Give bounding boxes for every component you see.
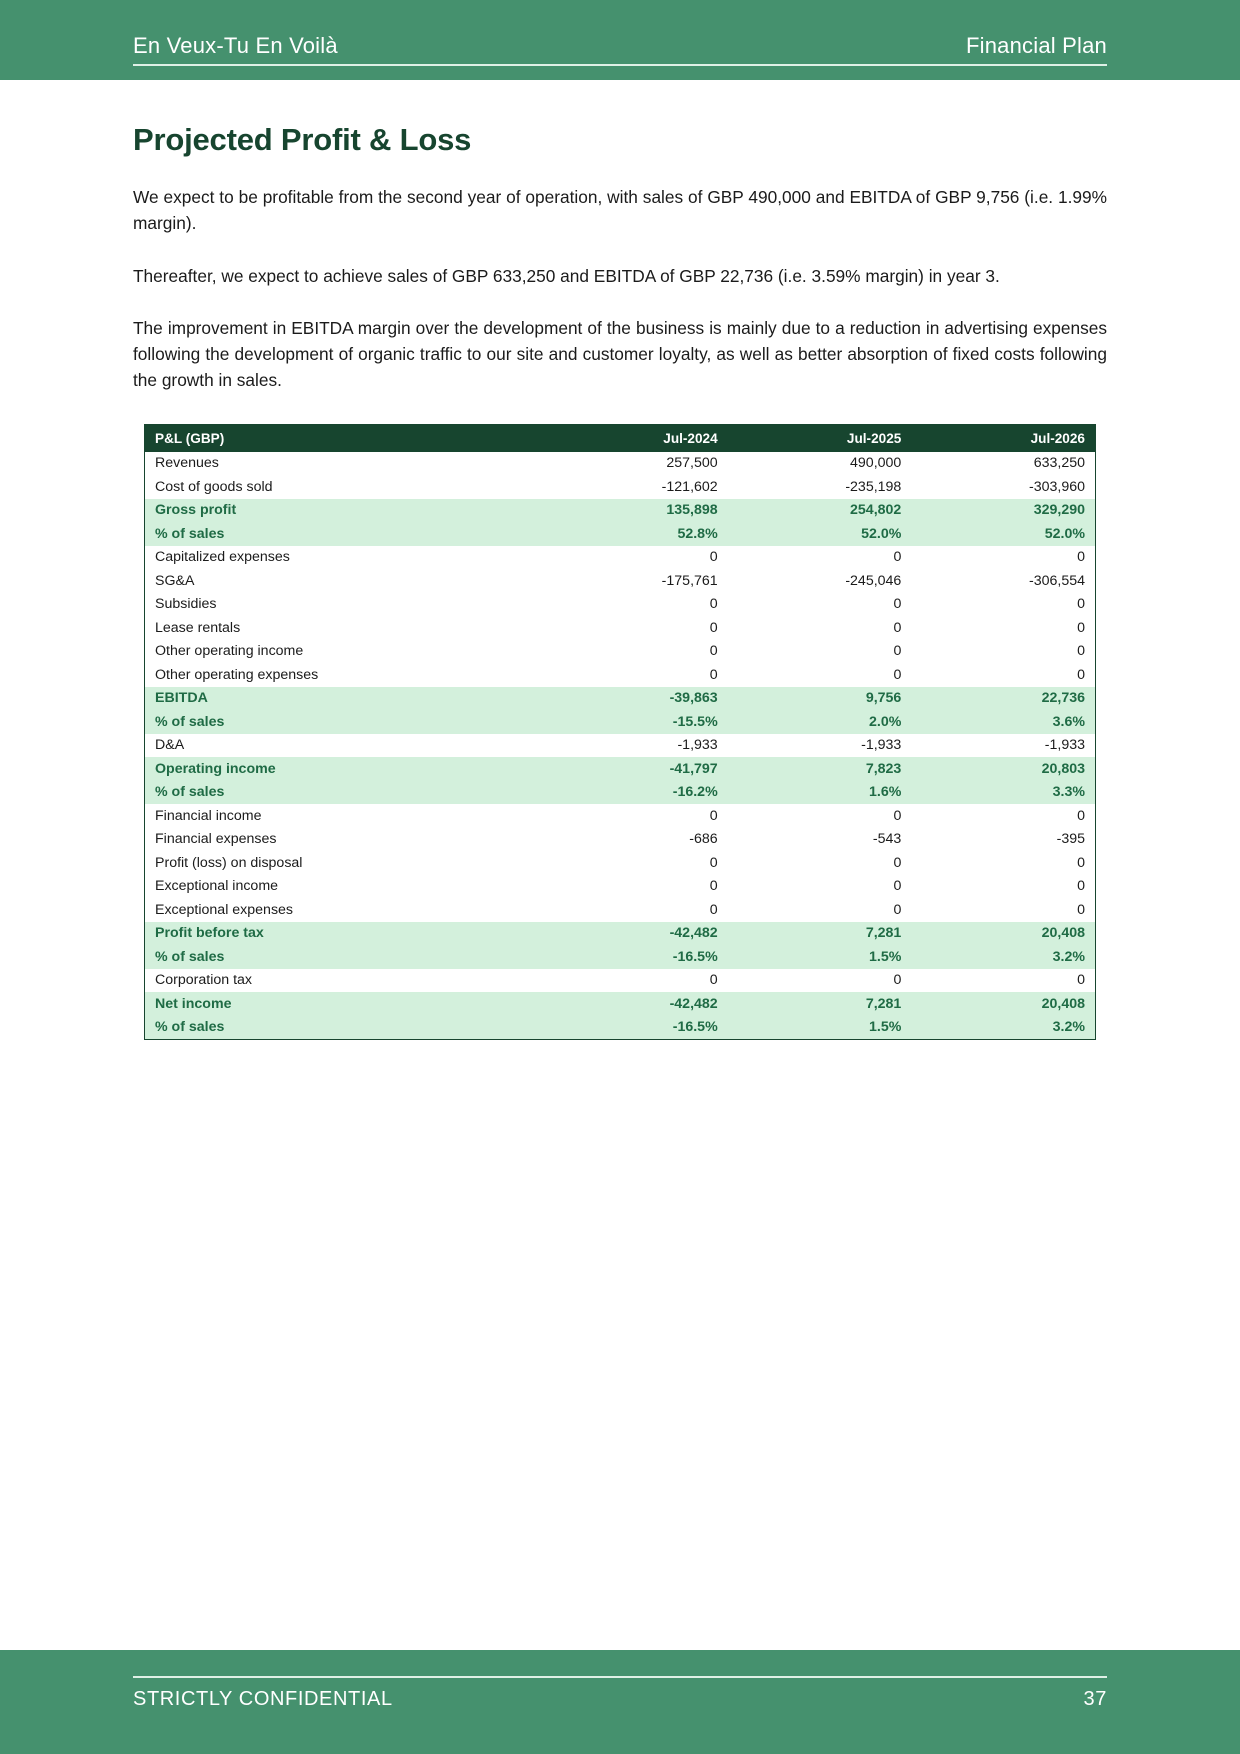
row-value-col-2: 1.5% xyxy=(728,945,912,969)
row-label: D&A xyxy=(155,737,185,754)
table-row xyxy=(145,781,1095,805)
page-header xyxy=(0,0,1240,80)
table-row xyxy=(145,546,1095,570)
table-row xyxy=(145,522,1095,546)
row-label: Subsidies xyxy=(155,596,217,613)
table-header-row xyxy=(145,425,1095,452)
page-footer xyxy=(0,1650,1240,1754)
column-header-label: P&L (GBP) xyxy=(145,425,544,452)
row-value-col-2: 0 xyxy=(893,807,902,824)
table-row xyxy=(145,616,1095,640)
row-label: Revenues xyxy=(155,455,219,472)
table-row xyxy=(145,1016,1095,1040)
row-value-col-2: 490,000 xyxy=(850,455,902,472)
row-value-col-1: 0 xyxy=(709,596,718,613)
row-value-col-1: 135,898 xyxy=(544,499,728,523)
table-row xyxy=(145,499,1095,523)
row-label: % of sales xyxy=(145,710,544,734)
row-value-col-3: 0 xyxy=(1077,619,1085,636)
row-label: Profit (loss) on disposal xyxy=(155,854,303,871)
footer-inner xyxy=(133,1676,1107,1711)
row-value-col-2: -543 xyxy=(872,831,902,848)
row-value-col-2: 52.0% xyxy=(728,522,912,546)
row-value-col-1: 52.8% xyxy=(544,522,728,546)
row-label: Corporation tax xyxy=(155,972,252,989)
column-header-jul-2026: Jul-2026 xyxy=(911,425,1095,452)
row-value-col-2: 7,281 xyxy=(728,992,912,1016)
row-value-col-3: 20,408 xyxy=(911,992,1095,1016)
table-row xyxy=(145,663,1095,687)
row-value-col-2: -245,046 xyxy=(845,572,902,589)
row-value-col-2: 0 xyxy=(893,666,902,683)
row-value-col-3: 20,803 xyxy=(911,757,1095,781)
row-label: Other operating income xyxy=(155,643,304,660)
row-label: Net income xyxy=(145,992,544,1016)
table-row xyxy=(145,992,1095,1016)
row-value-col-2: 0 xyxy=(893,643,902,660)
row-value-col-3: 633,250 xyxy=(1033,455,1085,472)
row-value-col-3: 52.0% xyxy=(911,522,1095,546)
row-value-col-1: -42,482 xyxy=(544,992,728,1016)
row-value-col-1: -686 xyxy=(689,831,718,848)
header-inner xyxy=(133,34,1107,66)
row-label: Profit before tax xyxy=(145,922,544,946)
row-value-col-3: 329,290 xyxy=(911,499,1095,523)
table-row xyxy=(145,452,1095,476)
row-label: Financial income xyxy=(155,807,262,824)
row-value-col-3: 0 xyxy=(1077,549,1085,566)
row-value-col-3: 20,408 xyxy=(911,922,1095,946)
table-row xyxy=(145,851,1095,875)
table-row xyxy=(145,828,1095,852)
row-label: SG&A xyxy=(155,572,195,589)
row-value-col-1: -16.5% xyxy=(544,1016,728,1040)
intro-paragraph-2: Thereafter, we expect to achieve sales of GBP 633,250 and EBITDA of GBP 22,736 (i.e. 3.59% margin) in year 3. xyxy=(133,265,1000,286)
row-label: Gross profit xyxy=(145,499,544,523)
row-label: Other operating expenses xyxy=(155,666,319,683)
footer-confidentiality-notice: STRICTLY CONFIDENTIAL xyxy=(133,1688,393,1710)
row-label: EBITDA xyxy=(145,687,544,711)
table-row xyxy=(145,640,1095,664)
table-row xyxy=(145,687,1095,711)
table-header xyxy=(145,425,1095,452)
intro-paragraph-1: We expect to be profitable from the second year of operation, with sales of GBP 490,000 and EBITDA of GBP 9,756 (i.e. 1.99% margin). xyxy=(133,187,1107,234)
row-value-col-3: 0 xyxy=(1077,643,1085,660)
row-label: Capitalized expenses xyxy=(155,549,290,566)
row-value-col-2: 254,802 xyxy=(728,499,912,523)
table-row xyxy=(145,710,1095,734)
row-label: Operating income xyxy=(145,757,544,781)
column-header-jul-2024: Jul-2024 xyxy=(544,425,728,452)
table-row xyxy=(145,593,1095,617)
row-value-col-1: 0 xyxy=(709,901,718,918)
row-value-col-3: 3.2% xyxy=(911,1016,1095,1040)
row-value-col-2: 0 xyxy=(893,596,902,613)
row-value-col-3: 0 xyxy=(1077,666,1085,683)
table-row xyxy=(145,734,1095,758)
row-label: % of sales xyxy=(145,1016,544,1040)
row-label: % of sales xyxy=(145,945,544,969)
table-row xyxy=(145,804,1095,828)
row-value-col-3: 0 xyxy=(1077,901,1085,918)
table-row xyxy=(145,757,1095,781)
row-value-col-1: 0 xyxy=(709,972,718,989)
row-label: Financial expenses xyxy=(155,831,277,848)
row-value-col-3: 0 xyxy=(1077,972,1085,989)
row-value-col-2: 2.0% xyxy=(728,710,912,734)
row-value-col-2: 0 xyxy=(893,878,902,895)
row-value-col-1: -16.5% xyxy=(544,945,728,969)
table-row xyxy=(145,969,1095,993)
row-value-col-1: 0 xyxy=(709,854,718,871)
row-value-col-1: -1,933 xyxy=(677,737,718,754)
footer-page-number: 37 xyxy=(1083,1688,1107,1710)
row-value-col-2: 0 xyxy=(893,619,902,636)
row-value-col-3: -303,960 xyxy=(1028,478,1085,495)
page-content xyxy=(0,80,1240,1650)
row-value-col-1: -39,863 xyxy=(544,687,728,711)
row-value-col-2: 0 xyxy=(893,549,902,566)
intro-paragraph-3: The improvement in EBITDA margin over the development of the business is mainly due to a reduction in advertising expenses following the development of organic traffic to our site and customer loyalty, as well as better absorption of fixed costs following the growth in sales. xyxy=(133,317,1107,391)
table-row xyxy=(145,898,1095,922)
profit-loss-table xyxy=(145,425,1095,1040)
row-label: Exceptional income xyxy=(155,878,279,895)
row-value-col-3: 0 xyxy=(1077,878,1085,895)
row-value-col-1: 0 xyxy=(709,619,718,636)
row-value-col-3: 3.2% xyxy=(911,945,1095,969)
table-body xyxy=(145,452,1095,1040)
row-value-col-1: -121,602 xyxy=(661,478,718,495)
header-company-name: En Veux-Tu En Voilà xyxy=(133,32,338,58)
row-label: Exceptional expenses xyxy=(155,901,294,918)
row-value-col-1: -42,482 xyxy=(544,922,728,946)
row-value-col-2: 9,756 xyxy=(728,687,912,711)
row-value-col-3: -395 xyxy=(1056,831,1085,848)
row-value-col-2: 1.6% xyxy=(728,781,912,805)
row-value-col-1: 0 xyxy=(709,549,718,566)
row-label: Lease rentals xyxy=(155,619,241,636)
table-row xyxy=(145,945,1095,969)
row-value-col-3: 22,736 xyxy=(911,687,1095,711)
row-value-col-2: 0 xyxy=(893,972,902,989)
row-value-col-2: -235,198 xyxy=(845,478,902,495)
row-label: Cost of goods sold xyxy=(155,478,273,495)
row-value-col-2: 1.5% xyxy=(728,1016,912,1040)
row-value-col-1: 0 xyxy=(709,666,718,683)
row-value-col-3: -1,933 xyxy=(1044,737,1085,754)
row-value-col-2: -1,933 xyxy=(861,737,902,754)
row-label: % of sales xyxy=(145,522,544,546)
row-value-col-1: -175,761 xyxy=(661,572,718,589)
row-value-col-3: 0 xyxy=(1077,854,1085,871)
table-row xyxy=(145,922,1095,946)
row-value-col-2: 7,281 xyxy=(728,922,912,946)
row-value-col-3: 3.6% xyxy=(911,710,1095,734)
row-value-col-1: 0 xyxy=(709,807,718,824)
row-value-col-3: 0 xyxy=(1077,596,1085,613)
table-row xyxy=(145,875,1095,899)
row-label: % of sales xyxy=(145,781,544,805)
page-title: Projected Profit & Loss xyxy=(133,122,472,157)
table-row xyxy=(145,475,1095,499)
row-value-col-3: 3.3% xyxy=(911,781,1095,805)
table-row xyxy=(145,569,1095,593)
profit-loss-table-container xyxy=(144,424,1096,1041)
row-value-col-1: 0 xyxy=(709,643,718,660)
column-header-jul-2025: Jul-2025 xyxy=(728,425,912,452)
row-value-col-2: 0 xyxy=(893,901,902,918)
row-value-col-2: 7,823 xyxy=(728,757,912,781)
row-value-col-1: -15.5% xyxy=(544,710,728,734)
row-value-col-1: -16.2% xyxy=(544,781,728,805)
row-value-col-2: 0 xyxy=(893,854,902,871)
row-value-col-3: 0 xyxy=(1077,807,1085,824)
row-value-col-1: 257,500 xyxy=(666,455,718,472)
row-value-col-1: -41,797 xyxy=(544,757,728,781)
row-value-col-1: 0 xyxy=(709,878,718,895)
row-value-col-3: -306,554 xyxy=(1028,572,1085,589)
header-document-title: Financial Plan xyxy=(966,32,1107,58)
